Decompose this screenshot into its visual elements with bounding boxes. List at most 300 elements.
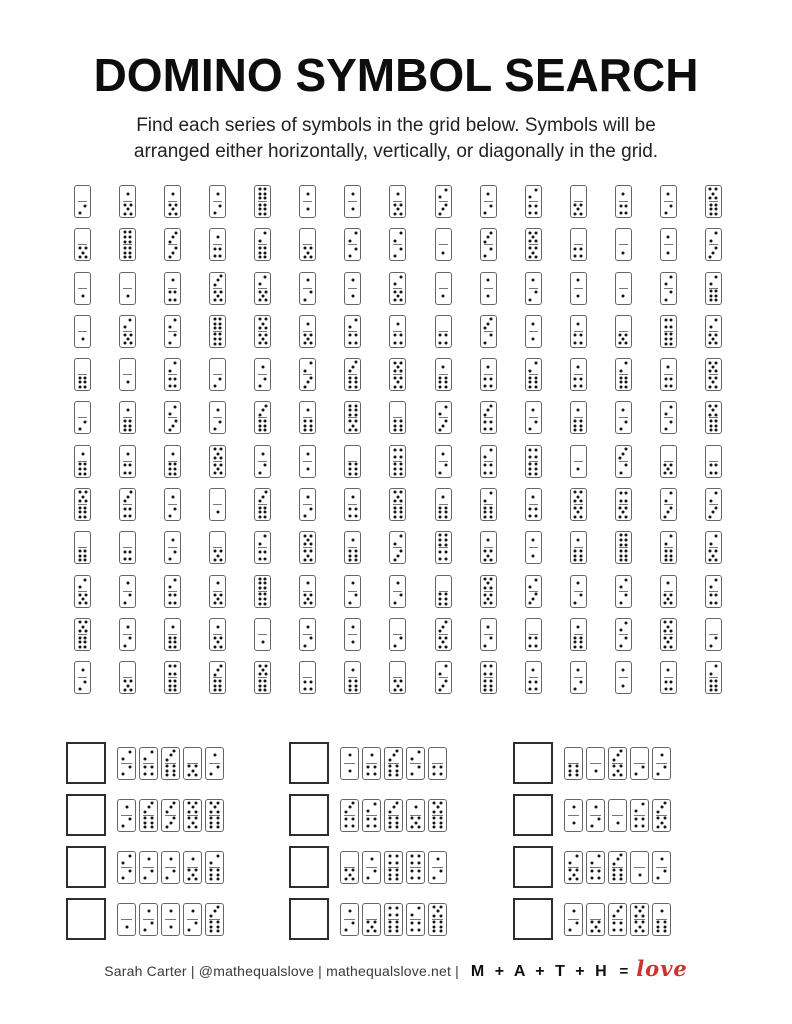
pip bbox=[414, 821, 417, 824]
domino-tile-1-5 bbox=[660, 575, 677, 608]
pip bbox=[219, 679, 222, 682]
domino-tile-6-6 bbox=[119, 228, 136, 261]
pip bbox=[309, 680, 312, 683]
domino-tile-0-4 bbox=[525, 618, 542, 651]
domino-half-6 bbox=[206, 867, 223, 883]
domino-tile-0-1 bbox=[119, 358, 136, 391]
domino-half-2 bbox=[75, 576, 90, 592]
domino-tile-1-6 bbox=[164, 445, 181, 478]
pip bbox=[191, 769, 194, 772]
pip bbox=[191, 821, 194, 824]
domino-tile-4-6 bbox=[384, 903, 403, 936]
pip bbox=[126, 684, 129, 687]
domino-half-1 bbox=[300, 461, 315, 477]
pip bbox=[664, 549, 667, 552]
pip bbox=[715, 294, 718, 297]
pip bbox=[348, 429, 351, 432]
pip bbox=[174, 334, 177, 337]
domino-tile-1-5 bbox=[406, 799, 425, 832]
domino-divider bbox=[664, 244, 673, 245]
pip bbox=[484, 515, 487, 518]
domino-half-2 bbox=[140, 867, 157, 883]
pip bbox=[597, 930, 600, 933]
domino-tile-2-3 bbox=[435, 185, 452, 218]
domino-half-5 bbox=[571, 505, 586, 521]
pip bbox=[216, 409, 219, 412]
domino-divider bbox=[612, 815, 623, 816]
domino-half-4 bbox=[616, 202, 631, 218]
pip bbox=[715, 377, 718, 380]
answer-write-in-box[interactable] bbox=[66, 794, 106, 836]
domino-divider bbox=[619, 374, 628, 375]
domino-tile-1-4 bbox=[660, 358, 677, 391]
pip bbox=[128, 750, 131, 753]
pip bbox=[147, 806, 150, 809]
answer-write-in-box[interactable] bbox=[513, 742, 553, 784]
pip bbox=[444, 405, 447, 408]
domino-divider bbox=[258, 677, 267, 678]
domino-half-4 bbox=[526, 634, 541, 650]
domino-tile-5-6 bbox=[389, 488, 406, 521]
pip bbox=[575, 869, 578, 872]
pip bbox=[264, 290, 267, 293]
pip bbox=[303, 558, 306, 561]
pip bbox=[259, 208, 262, 211]
pip bbox=[213, 247, 216, 250]
domino-tile-1-2 bbox=[652, 747, 671, 780]
answer-write-in-box[interactable] bbox=[289, 742, 329, 784]
domino-half-0 bbox=[345, 446, 360, 462]
pip bbox=[78, 506, 81, 509]
domino-tile-5-6 bbox=[705, 185, 722, 218]
domino-divider bbox=[619, 288, 628, 289]
pip bbox=[660, 910, 663, 913]
pip bbox=[78, 472, 81, 475]
domino-half-1 bbox=[165, 532, 180, 548]
pip bbox=[444, 381, 447, 384]
domino-half-1 bbox=[661, 245, 676, 261]
pip bbox=[373, 870, 376, 873]
domino-divider bbox=[529, 591, 538, 592]
pip bbox=[150, 801, 153, 804]
pip bbox=[394, 429, 397, 432]
pip bbox=[396, 322, 399, 325]
pip bbox=[715, 594, 718, 597]
pip bbox=[619, 211, 622, 214]
domino-divider bbox=[590, 867, 601, 868]
pip bbox=[484, 499, 487, 502]
pip bbox=[535, 240, 538, 243]
pip bbox=[534, 637, 537, 640]
domino-divider bbox=[213, 547, 222, 548]
pip bbox=[264, 679, 267, 682]
answer-series bbox=[117, 851, 224, 884]
domino-tile-1-2 bbox=[209, 401, 226, 434]
domino-half-3 bbox=[653, 800, 670, 816]
domino-tile-1-6 bbox=[74, 445, 91, 478]
domino-half-2 bbox=[162, 867, 179, 883]
pip bbox=[594, 769, 597, 772]
domino-half-5 bbox=[206, 800, 223, 816]
domino-divider bbox=[590, 815, 601, 816]
domino-tile-1-2 bbox=[660, 185, 677, 218]
domino-half-5 bbox=[661, 461, 676, 477]
domino-tile-2-3 bbox=[299, 358, 316, 391]
domino-tile-5-5 bbox=[630, 903, 649, 936]
pip bbox=[574, 645, 577, 648]
pip bbox=[213, 684, 216, 687]
page-title: DOMINO SYMBOL SEARCH bbox=[93, 49, 699, 101]
pip bbox=[534, 456, 537, 459]
pip bbox=[261, 338, 264, 341]
pip bbox=[444, 543, 447, 546]
domino-tile-1-1 bbox=[564, 799, 583, 832]
domino-divider bbox=[123, 677, 132, 678]
domino-divider bbox=[258, 591, 267, 592]
pip bbox=[78, 554, 81, 557]
pip bbox=[389, 861, 392, 864]
pip bbox=[264, 577, 267, 580]
pip bbox=[84, 381, 87, 384]
pip bbox=[619, 534, 622, 537]
pip bbox=[664, 542, 667, 545]
answer-write-in-box[interactable] bbox=[513, 794, 553, 836]
domino-tile-1-5 bbox=[183, 851, 202, 884]
domino-half-0 bbox=[75, 229, 90, 245]
pip bbox=[641, 921, 644, 924]
pip bbox=[433, 925, 436, 928]
instructions-line-2: arranged either horizontally, vertically, or diagonally in the grid. bbox=[133, 140, 659, 162]
domino-half-4 bbox=[390, 331, 405, 347]
pip bbox=[664, 499, 667, 502]
pip bbox=[389, 817, 392, 820]
pip bbox=[354, 684, 357, 687]
domino-divider bbox=[568, 867, 579, 868]
domino-half-5 bbox=[390, 359, 405, 375]
domino-half-1 bbox=[210, 505, 225, 521]
pip bbox=[259, 471, 262, 474]
domino-half-6 bbox=[255, 186, 270, 202]
domino-divider bbox=[484, 331, 493, 332]
pip bbox=[529, 468, 532, 471]
domino-half-1 bbox=[120, 186, 135, 202]
domino-half-2 bbox=[300, 634, 315, 650]
pip bbox=[574, 549, 577, 552]
pip bbox=[123, 420, 126, 423]
pip bbox=[194, 765, 197, 768]
pip bbox=[529, 637, 532, 640]
pip bbox=[442, 452, 445, 455]
pip bbox=[619, 499, 622, 502]
pip bbox=[577, 539, 580, 542]
domino-divider bbox=[165, 919, 176, 920]
pip bbox=[529, 456, 532, 459]
pip bbox=[219, 342, 222, 345]
domino-tile-0-1 bbox=[630, 851, 649, 884]
pip bbox=[174, 291, 177, 294]
pip bbox=[529, 196, 532, 199]
pip bbox=[619, 492, 622, 495]
pip bbox=[78, 559, 81, 562]
domino-divider bbox=[303, 288, 312, 289]
pip bbox=[213, 636, 216, 639]
pip bbox=[709, 429, 712, 432]
domino-half-2 bbox=[118, 748, 135, 764]
pip bbox=[129, 491, 132, 494]
domino-tile-5-5 bbox=[299, 531, 316, 564]
pip bbox=[597, 870, 600, 873]
domino-divider bbox=[187, 815, 198, 816]
domino-divider bbox=[432, 919, 443, 920]
domino-half-3 bbox=[206, 904, 223, 920]
domino-tile-1-6 bbox=[435, 488, 452, 521]
domino-half-5 bbox=[184, 800, 201, 816]
domino-half-4 bbox=[407, 852, 424, 868]
domino-half-4 bbox=[390, 446, 405, 462]
answer-write-in-box[interactable] bbox=[66, 742, 106, 784]
pip bbox=[490, 602, 493, 605]
pip bbox=[484, 385, 487, 388]
domino-tile-0-5 bbox=[119, 661, 136, 694]
pip bbox=[532, 251, 535, 254]
domino-half-2 bbox=[481, 331, 496, 347]
domino-tile-1-5 bbox=[480, 531, 497, 564]
pip bbox=[126, 294, 129, 297]
pip bbox=[616, 910, 619, 913]
pip bbox=[715, 424, 718, 427]
domino-divider bbox=[619, 201, 628, 202]
pip bbox=[667, 251, 670, 254]
pip bbox=[174, 298, 177, 301]
domino-half-5 bbox=[255, 331, 270, 347]
pip bbox=[81, 495, 84, 498]
domino-half-6 bbox=[436, 375, 451, 391]
pip bbox=[373, 930, 376, 933]
domino-divider bbox=[213, 677, 222, 678]
pip bbox=[715, 299, 718, 302]
pip bbox=[216, 873, 219, 876]
domino-divider bbox=[619, 677, 628, 678]
domino-half-4 bbox=[706, 591, 721, 607]
pip bbox=[84, 636, 87, 639]
pip bbox=[174, 550, 177, 553]
domino-half-5 bbox=[75, 591, 90, 607]
domino-half-4 bbox=[571, 375, 586, 391]
domino-tile-0-5 bbox=[660, 445, 677, 478]
pip bbox=[529, 231, 532, 234]
domino-divider bbox=[619, 417, 628, 418]
domino-half-1 bbox=[526, 548, 541, 564]
pip bbox=[84, 472, 87, 475]
pip bbox=[624, 362, 627, 365]
pip bbox=[613, 765, 616, 768]
domino-half-1 bbox=[571, 273, 586, 289]
domino-half-1 bbox=[206, 748, 223, 764]
domino-half-1 bbox=[616, 402, 631, 418]
pip bbox=[78, 386, 81, 389]
pip bbox=[370, 925, 373, 928]
domino-divider bbox=[439, 504, 448, 505]
pip bbox=[439, 821, 442, 824]
domino-half-6 bbox=[436, 532, 451, 548]
pip bbox=[194, 878, 197, 881]
domino-tile-1-2 bbox=[480, 618, 497, 651]
pip bbox=[370, 754, 373, 757]
domino-half-3 bbox=[390, 548, 405, 564]
domino-divider bbox=[484, 547, 493, 548]
answer-write-in-box[interactable] bbox=[66, 846, 106, 888]
pip bbox=[78, 211, 81, 214]
domino-tile-0-5 bbox=[74, 228, 91, 261]
domino-half-0 bbox=[75, 402, 90, 418]
domino-divider bbox=[529, 504, 538, 505]
domino-half-1 bbox=[390, 316, 405, 332]
domino-tile-5-5 bbox=[254, 315, 271, 348]
pip bbox=[442, 424, 445, 427]
domino-tile-2-6 bbox=[660, 531, 677, 564]
domino-tile-0-2 bbox=[209, 358, 226, 391]
domino-half-2 bbox=[631, 800, 648, 816]
pip bbox=[534, 468, 537, 471]
domino-half-3 bbox=[436, 678, 451, 694]
pip bbox=[393, 299, 396, 302]
pip bbox=[306, 452, 309, 455]
pip bbox=[264, 333, 267, 336]
pip bbox=[144, 821, 147, 824]
domino-half-1 bbox=[165, 446, 180, 462]
pip bbox=[219, 558, 222, 561]
pip bbox=[484, 413, 487, 416]
pip bbox=[439, 429, 442, 432]
answer-write-in-box[interactable] bbox=[289, 794, 329, 836]
pip bbox=[168, 558, 171, 561]
pip bbox=[641, 818, 644, 821]
pip bbox=[174, 420, 177, 423]
pip bbox=[351, 294, 354, 297]
pip bbox=[219, 333, 222, 336]
pip bbox=[484, 456, 487, 459]
domino-half-6 bbox=[255, 245, 270, 261]
pip bbox=[309, 376, 312, 379]
pip bbox=[663, 921, 666, 924]
footer-brand-love: love bbox=[636, 956, 688, 981]
domino-half-2 bbox=[616, 619, 631, 635]
pip bbox=[394, 255, 397, 258]
domino-half-1 bbox=[341, 748, 358, 764]
domino-tile-0-5 bbox=[183, 747, 202, 780]
grid-row-9 bbox=[74, 531, 722, 564]
domino-half-5 bbox=[341, 867, 358, 883]
pip bbox=[591, 921, 594, 924]
domino-half-2 bbox=[407, 904, 424, 920]
pip bbox=[78, 630, 81, 633]
pip bbox=[709, 283, 712, 286]
domino-half-3 bbox=[341, 800, 358, 816]
pip bbox=[487, 279, 490, 282]
domino-divider bbox=[484, 504, 493, 505]
answer-write-in-box[interactable] bbox=[289, 898, 329, 940]
pip bbox=[670, 463, 673, 466]
pip bbox=[78, 593, 81, 596]
pip bbox=[597, 818, 600, 821]
pip bbox=[78, 688, 81, 691]
pip bbox=[709, 515, 712, 518]
pip bbox=[444, 515, 447, 518]
domino-tile-0-1 bbox=[586, 747, 605, 780]
pip bbox=[709, 342, 712, 345]
domino-half-3 bbox=[616, 446, 631, 462]
pip bbox=[394, 511, 397, 514]
pip bbox=[144, 757, 147, 760]
domino-half-1 bbox=[481, 619, 496, 635]
domino-half-4 bbox=[165, 288, 180, 304]
domino-divider bbox=[484, 634, 493, 635]
domino-half-6 bbox=[385, 919, 402, 935]
domino-tile-1-2 bbox=[119, 618, 136, 651]
pip bbox=[168, 256, 171, 259]
domino-divider bbox=[258, 244, 267, 245]
pip bbox=[712, 511, 715, 514]
answer-write-in-box[interactable] bbox=[289, 846, 329, 888]
pip bbox=[670, 492, 673, 495]
domino-divider bbox=[388, 867, 399, 868]
domino-half-5 bbox=[120, 678, 135, 694]
domino-half-5 bbox=[345, 418, 360, 434]
pip bbox=[577, 294, 580, 297]
pip bbox=[351, 582, 354, 585]
pip bbox=[396, 365, 399, 368]
pip bbox=[389, 774, 392, 777]
domino-divider bbox=[123, 288, 132, 289]
domino-divider bbox=[168, 288, 177, 289]
pip bbox=[349, 554, 352, 557]
domino-tile-1-5 bbox=[164, 185, 181, 218]
answer-write-in-box[interactable] bbox=[513, 846, 553, 888]
domino-half-6 bbox=[526, 375, 541, 391]
pip bbox=[216, 554, 219, 557]
pip bbox=[129, 251, 132, 254]
pip bbox=[417, 854, 420, 857]
answer-write-in-box[interactable] bbox=[66, 898, 106, 940]
pip bbox=[264, 420, 267, 423]
domino-divider bbox=[439, 288, 448, 289]
pip bbox=[166, 826, 169, 829]
domino-tile-5-5 bbox=[480, 575, 497, 608]
domino-half-6 bbox=[436, 591, 451, 607]
pip bbox=[306, 409, 309, 412]
pip bbox=[395, 826, 398, 829]
pip bbox=[213, 299, 216, 302]
domino-tile-0-5 bbox=[209, 531, 226, 564]
pip bbox=[489, 492, 492, 495]
domino-half-2 bbox=[661, 273, 676, 289]
pip bbox=[579, 420, 582, 423]
domino-half-1 bbox=[118, 800, 135, 816]
domino-divider bbox=[366, 919, 377, 920]
domino-divider bbox=[388, 815, 399, 816]
pip bbox=[417, 870, 420, 873]
pip bbox=[216, 766, 219, 769]
pip bbox=[123, 507, 126, 510]
answer-write-in-box[interactable] bbox=[513, 898, 553, 940]
pip bbox=[84, 386, 87, 389]
pip bbox=[619, 774, 622, 777]
pip bbox=[219, 327, 222, 330]
domino-tile-0-6 bbox=[74, 358, 91, 391]
pip bbox=[532, 669, 535, 672]
pip bbox=[395, 821, 398, 824]
domino-tile-1-2 bbox=[652, 851, 671, 884]
